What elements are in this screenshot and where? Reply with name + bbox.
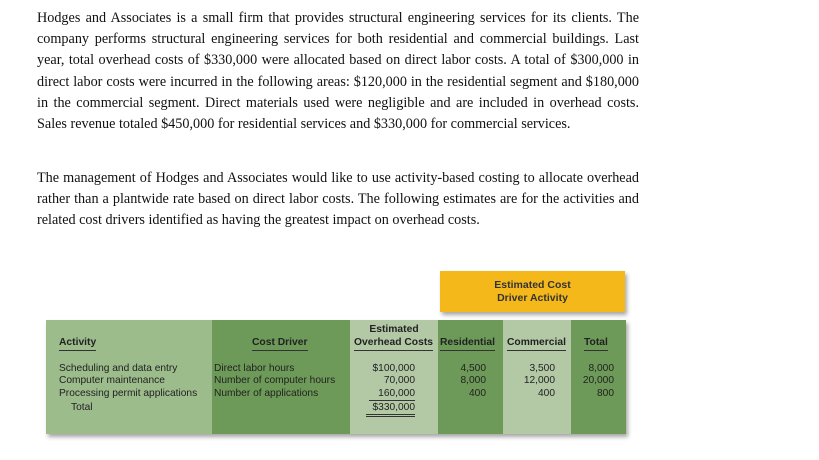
row1-activity: Scheduling and data entry xyxy=(59,363,178,374)
row3-total: 800 xyxy=(597,388,614,399)
row3-commercial: 400 xyxy=(538,388,555,399)
row3-residential: 400 xyxy=(469,388,486,399)
row3-overhead: 160,000 xyxy=(369,388,415,401)
row2-overhead: 70,000 xyxy=(383,375,415,386)
row3-activity: Processing permit applications xyxy=(59,388,198,399)
total-label: Total xyxy=(71,402,93,413)
row2-activity: Computer maintenance xyxy=(59,375,165,386)
row3-driver: Number of applications xyxy=(214,388,319,399)
total-overhead: $330,000 xyxy=(366,402,415,417)
activity-cost-table xyxy=(46,320,626,434)
row2-total: 20,000 xyxy=(582,375,614,386)
row1-overhead: $100,000 xyxy=(372,363,415,374)
row2-driver: Number of computer hours xyxy=(214,375,336,386)
row1-residential: 4,500 xyxy=(460,363,486,374)
header-commercial: Commercial xyxy=(507,337,566,351)
header-overhead-line1: Estimated xyxy=(369,324,419,335)
row2-residential: 8,000 xyxy=(460,375,486,386)
header-total: Total xyxy=(584,337,608,351)
row2-commercial: 12,000 xyxy=(523,375,555,386)
header-cost-driver: Cost Driver xyxy=(252,337,308,351)
abc-paragraph: The management of Hodges and Associates would like to use activity-based costing to allocate overhead rather than a plantwide rate based on direct labor costs. The following estimates are for the activities and related cost drivers identified as having the greatest impact on overhead costs. xyxy=(37,170,639,229)
row1-driver: Direct labor hours xyxy=(214,363,295,374)
row1-total: 8,000 xyxy=(588,363,614,374)
header-activity: Activity xyxy=(59,337,96,351)
group-header-line2: Driver Activity xyxy=(497,291,568,304)
row1-commercial: 3,500 xyxy=(529,363,555,374)
estimated-driver-activity-header xyxy=(440,271,625,312)
header-residential: Residential xyxy=(440,337,495,351)
intro-paragraph: Hodges and Associates is a small firm that provides structural engineering services for its clients. The company performs structural engineering services for both residential and commercial buildings. Last year, total overhead costs of $330,000 were allocated based on direct labor costs. A total of $300,000 in direct labor costs were incurred in the following areas: $120,000 in the residential segment and $180,000 in the commercial segment. Direct materials used were negligible and are included in overhead costs. Sales revenue totaled $450,000 for residential services and $330,000 for commercial services. xyxy=(37,10,639,133)
header-overhead-line2: Overhead Costs xyxy=(354,337,433,351)
group-header-line1: Estimated Cost xyxy=(494,278,571,291)
